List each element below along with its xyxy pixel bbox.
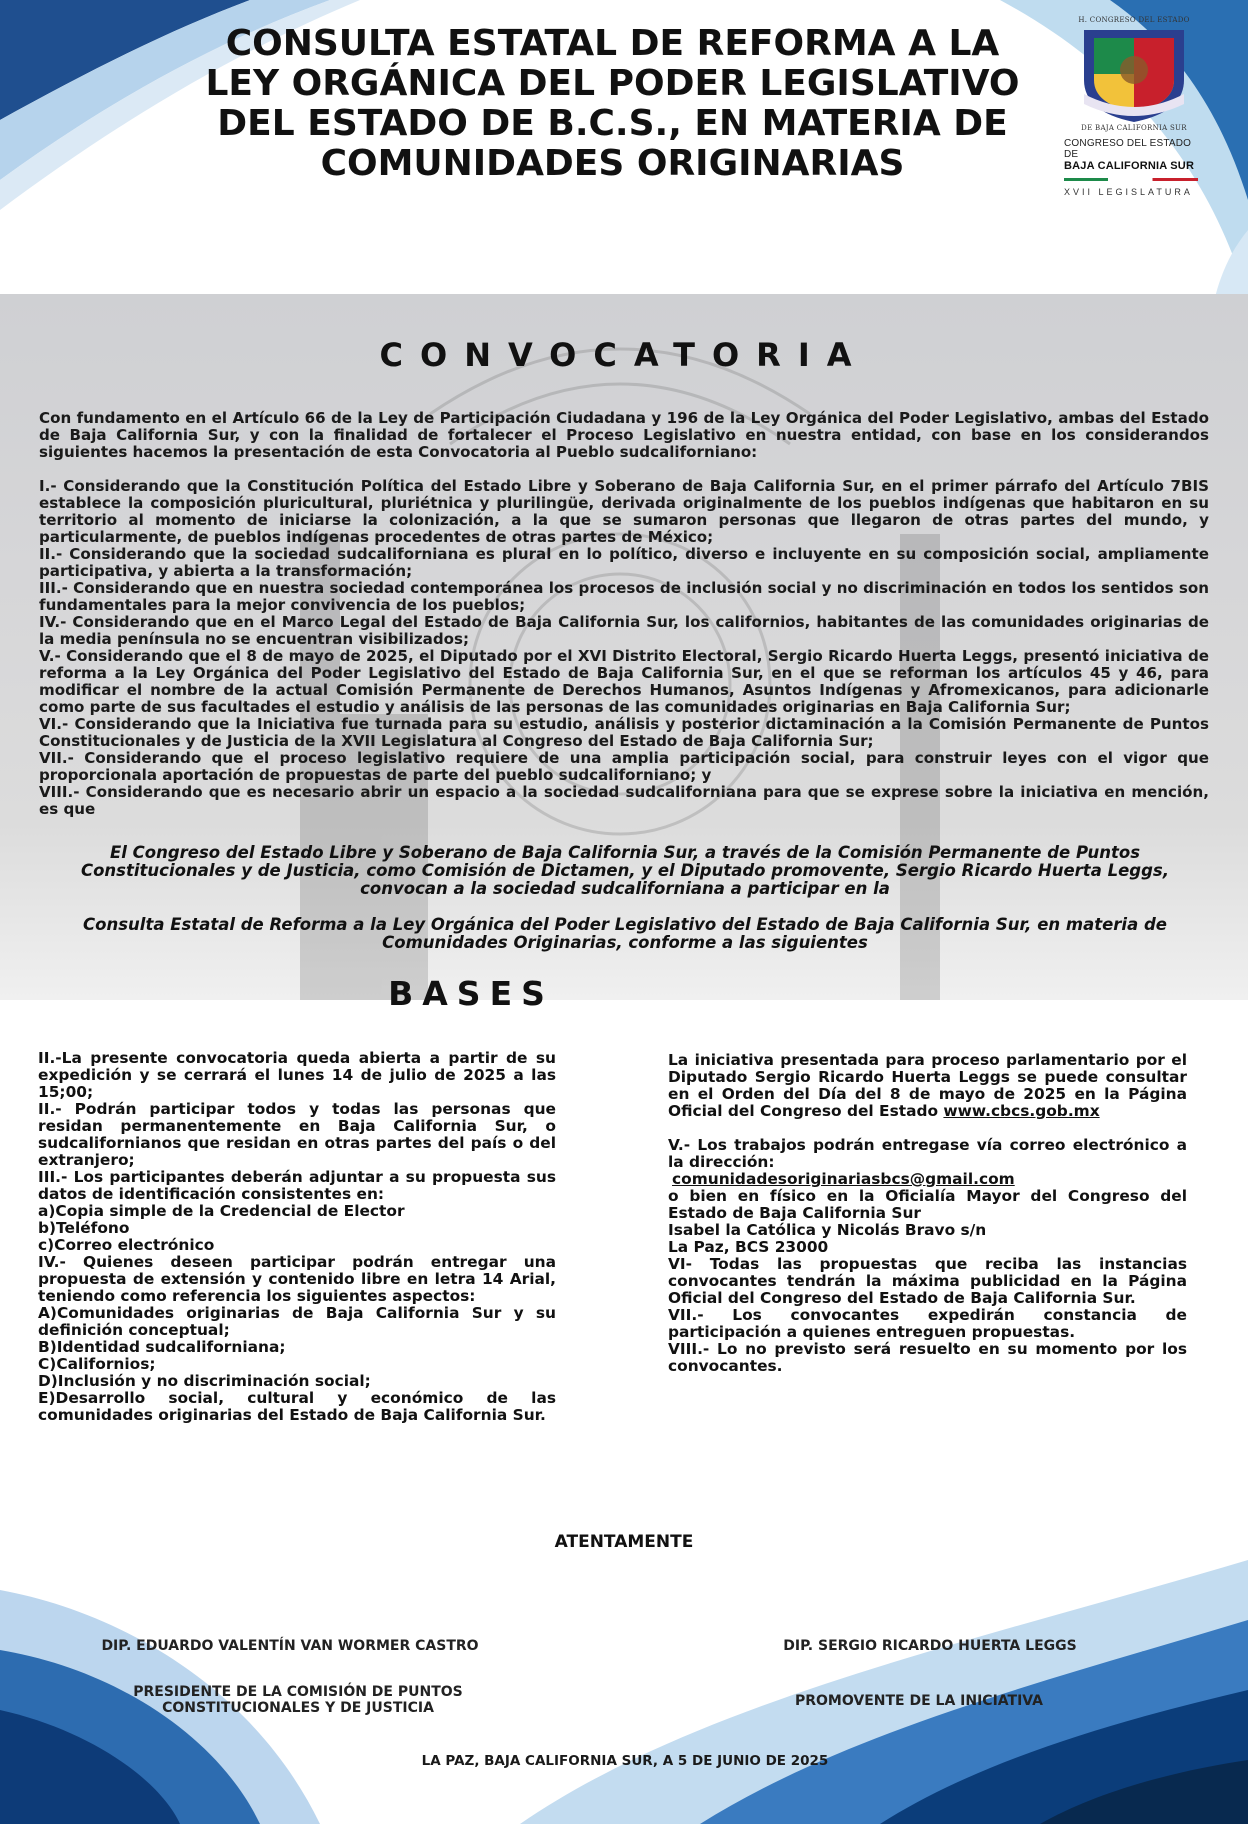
considerando-2: II.- Considerando que la sociedad sudcaliforniana es plural en lo político, diverso e incluyente en su composición social, ampliamente participativa, y abierta a la transformación;: [39, 545, 1209, 580]
convocation-italic-2: Consulta Estatal de Reforma a la Ley Orgánica del Poder Legislativo del Estado de Baja California Sur, en materia de Comunidades Originarias, conforme a las siguientes: [83, 915, 1167, 952]
considerando-3: III.- Considerando que en nuestra sociedad contemporánea los procesos de inclusión social y no discriminación en todos los sentidos son fundamentales para la mejor convivencia de los pueblos;: [39, 579, 1209, 614]
considerando-1: I.- Considerando que la Constitución Política del Estado Libre y Soberano de Baja California Sur, en el primer párrafo del Artículo 7BIS establece la composición pluricultural, pluriétnica y plurilingüe, derivada originalmente de los pueblos indígenas que habitaron en su territorio al momento de iniciarse la colonización, a la que se sumaron personas que llegaron de otras partes del mundo, y particularmente, de pueblos indígenas procedentes de otras partes de México;: [39, 477, 1209, 546]
signatory-right-name: DIP. SERGIO RICARDO HUERTA LEGGS: [783, 1638, 1077, 1654]
signatory-left-name: DIP. EDUARDO VALENTÍN VAN WORMER CASTRO: [101, 1638, 479, 1654]
congress-shield-icon: [1064, 24, 1204, 124]
logo-seal-bottom-text: DE BAJA CALIFORNIA SUR: [1081, 124, 1187, 132]
base-left-2: III.- Los participantes deberán adjuntar a su propuesta sus datos de identificación consistentes en:: [38, 1168, 556, 1203]
base-right-intro-text: La iniciativa presentada para proceso parlamentario por el Diputado Sergio Ricardo Huerta Leggs se puede consultar en el Orden del Día del 8 de mayo de 2025 en la Página Oficial del Congreso del Estado: [668, 1051, 1187, 1120]
base-right-rest-4: VII.- Los convocantes expedirán constancia de participación a quienes entreguen propuestas.: [668, 1306, 1187, 1341]
intro-paragraph: Con fundamento en el Artículo 66 de la Ley de Participación Ciudadana y 196 de la Ley Orgánica del Poder Legislativo, ambas del Estado de Baja California Sur, y con la finalidad de fortalecer el Proceso Legislativo en nuestra entidad, con base en los considerandos siguientes hacemos la presentación de esta Convocatoria al Pueblo sudcaliforniano:: [39, 409, 1209, 461]
considerando-8: VIII.- Considerando que es necesario abrir un espacio a la sociedad sudcaliforniana para que se exprese sobre la iniciativa en mención, es que: [39, 783, 1209, 818]
base-left-0: II.-La presente convocatoria queda abierta a partir de su expedición y se cerrará el lunes 14 de julio de 2025 a las 15;00;: [38, 1049, 556, 1101]
congress-website-link[interactable]: www.cbcs.gob.mx: [943, 1102, 1100, 1120]
considerandos-text: [39, 410, 1209, 818]
base-left-11: E)Desarrollo social, cultural y económico de las comunidades originarias del Estado de Baja California Sur.: [38, 1389, 556, 1424]
base-right-rest-3: VI- Todas las propuestas que reciba las instancias convocantes tendrán la máxima publicidad en la Página Oficial del Congreso del Estado de Baja California Sur.: [668, 1255, 1187, 1307]
convocation-italic-1: El Congreso del Estado Libre y Soberano de Baja California Sur, a través de la Comisión Permanente de Puntos Constitucionales y de Justicia, como Comisión de Dictamen, y el Diputado promovente, Sergio Ricardo Huerta Leggs, convocan a la sociedad sudcaliforniana a participar en la: [80, 843, 1169, 898]
closing-atentamente: ATENTAMENTE: [554, 1532, 694, 1552]
base-right-v: V.- Los trabajos podrán entregase vía correo electrónico a la dirección:: [668, 1136, 1187, 1171]
submission-email-link[interactable]: comunidadesoriginariasbcs@gmail.com: [672, 1170, 1015, 1188]
considerando-4: IV.- Considerando que en el Marco Legal del Estado de Baja California Sur, los californios, habitantes de las comunidades originarias de la media península no se encuentran visibilizados;: [39, 613, 1209, 648]
bases-right-column: [668, 1052, 1187, 1375]
considerando-6: VI.- Considerando que la Iniciativa fue turnada para su estudio, análisis y posterior dictaminación a la Comisión Permanente de Puntos Constitucionales y de Justicia de la XVII Legislatura al Congreso del Estado de Baja California Sur;: [39, 715, 1209, 750]
base-left-1: II.- Podrán participar todos y todas las personas que residan permanentemente en Baja California Sur, o sudcalifornianos que residan en otras partes del país o del extranjero;: [38, 1100, 556, 1169]
page-title: CONSULTA ESTATAL DE REFORMA A LA LEY ORGÁNICA DEL PODER LEGISLATIVO DEL ESTADO DE B.C.S., EN MATERIA DE COMUNIDADES ORIGINARIAS: [205, 23, 1020, 184]
bases-left-column: [38, 1050, 556, 1424]
convocatoria-heading: CONVOCATORIA: [379, 336, 869, 374]
convocation-statement: [70, 844, 1180, 952]
base-right-rest-5: VIII.- Lo no previsto será resuelto en su momento por los convocantes.: [668, 1340, 1187, 1375]
base-left-5: c)Correo electrónico: [38, 1236, 215, 1254]
logo-flag-bar: [1064, 178, 1198, 181]
signatory-left-role: PRESIDENTE DE LA COMISIÓN DE PUNTOS CONSTITUCIONALES Y DE JUSTICIA: [133, 1684, 463, 1716]
base-left-10: D)Inclusión y no discriminación social;: [38, 1372, 371, 1390]
base-left-8: B)Identidad sudcaliforniana;: [38, 1338, 286, 1356]
logo-line-2: BAJA CALIFORNIA SUR: [1064, 160, 1195, 172]
considerando-5: V.- Considerando que el 8 de mayo de 2025, el Diputado por el XVI Distrito Electoral, Sergio Ricardo Huerta Leggs, presentó iniciativa de reforma a la Ley Orgánica del Poder Legislativo del Estado de Baja California Sur, en el que se reforman los artículos 45 y 46, para modificar el nombre de la actual Comisión Permanente de Derechos Humanos, Asuntos Indígenas y Afromexicanos, para adicionarle como parte de sus facultades el estudio y análisis de las personas de las comunidades originarias en Baja California Sur;: [39, 647, 1209, 716]
base-right-rest-2: La Paz, BCS 23000: [668, 1238, 829, 1256]
considerando-7: VII.- Considerando que el proceso legislativo requiere de una amplia participación social, para construir leyes con el vigor que proporcionala aportación de propuestas de parte del pueblo sudcaliforniano; y: [39, 749, 1209, 784]
logo-seal-top-text: H. CONGRESO DEL ESTADO: [1078, 16, 1190, 24]
place-and-date: LA PAZ, BAJA CALIFORNIA SUR, A 5 DE JUNIO DE 2025: [421, 1753, 829, 1769]
base-left-9: C)Californios;: [38, 1355, 156, 1373]
signatory-right-role: PROMOVENTE DE LA INICIATIVA: [794, 1693, 1044, 1709]
base-left-6: IV.- Quienes deseen participar podrán entregar una propuesta de extensión y contenido libre en letra 14 Arial, teniendo como referencia los siguientes aspectos:: [38, 1253, 556, 1305]
base-left-3: a)Copia simple de la Credencial de Elector: [38, 1202, 405, 1220]
logo-legislatura: XVII LEGISLATURA: [1064, 187, 1193, 197]
base-right-rest-1: Isabel la Católica y Nicolás Bravo s/n: [668, 1221, 987, 1239]
base-left-4: b)Teléfono: [38, 1219, 130, 1237]
base-right-rest-0: o bien en físico en la Oficialía Mayor del Congreso del Estado de Baja California Sur: [668, 1187, 1187, 1222]
bases-heading: BASES: [388, 974, 554, 1013]
base-left-7: A)Comunidades originarias de Baja California Sur y su definición conceptual;: [38, 1304, 556, 1339]
congress-logo: [1064, 16, 1204, 197]
base-right-intro: [668, 1052, 1187, 1120]
logo-line-1: CONGRESO DEL ESTADO DE: [1064, 138, 1192, 160]
